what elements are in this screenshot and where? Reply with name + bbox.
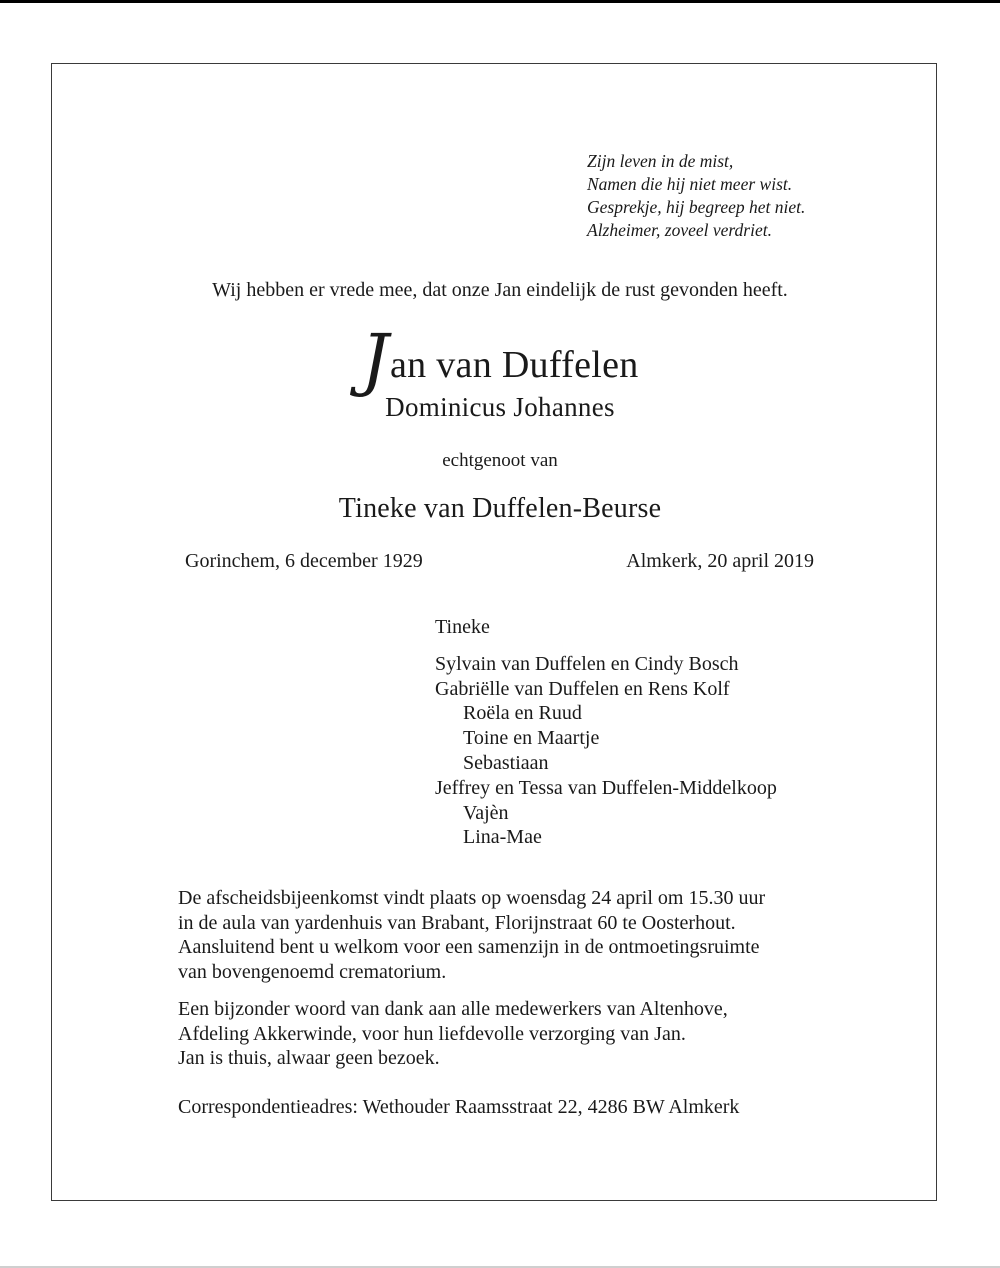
ceremony-line: De afscheidsbijeenkomst vindt plaats op woensdag 24 april om 15.30 uur <box>178 887 766 909</box>
thanks-line: Jan is thuis, alwaar geen bezoek. <box>178 1047 440 1069</box>
ceremony-paragraph <box>178 886 765 984</box>
poem-line: Namen die hij niet meer wist. <box>587 174 793 194</box>
ceremony-line: Aansluitend bent u welkom voor een samenzijn in de ontmoetingsruimte <box>178 936 760 958</box>
poem-line: Alzheimer, zoveel verdriet. <box>587 220 772 240</box>
correspondence-address: Correspondentieadres: Wethouder Raamsstraat 22, 4286 BW Almkerk <box>178 1096 740 1118</box>
poem <box>587 150 805 242</box>
family-list <box>435 615 777 850</box>
family-member: Jeffrey en Tessa van Duffelen-Middelkoop <box>435 776 777 799</box>
name-initial: J <box>361 321 389 400</box>
top-edge <box>0 0 1000 3</box>
spouse-name: Tineke van Duffelen-Beurse <box>338 493 662 524</box>
ceremony-and-thanks <box>178 886 765 1084</box>
deceased-name <box>0 321 1000 400</box>
poem-line: Gesprekje, hij begreep het niet. <box>587 197 806 217</box>
thanks-line: Afdeling Akkerwinde, voor hun liefdevolle verzorging van Jan. <box>178 1022 686 1045</box>
family-spouse: Tineke <box>435 616 490 638</box>
thanks-line: Een bijzonder woord van dank aan alle medewerkers van Altenhove, <box>178 998 728 1020</box>
family-grandchild: Sebastiaan <box>463 751 549 774</box>
ceremony-line: in de aula van yardenhuis van Brabant, Florijnstraat 60 te Oosterhout. <box>178 911 736 934</box>
given-names: Dominicus Johannes <box>385 392 615 422</box>
intro-text: Wij hebben er vrede mee, dat onze Jan eindelijk de rust gevonden heeft. <box>212 279 788 301</box>
family-member: Gabriëlle van Duffelen en Rens Kolf <box>435 677 730 700</box>
family-grandchild: Vajèn <box>463 801 509 824</box>
ceremony-line: van bovengenoemd crematorium. <box>178 960 447 983</box>
birth-place-date: Gorinchem, 6 december 1929 <box>185 550 423 572</box>
death-place-date: Almkerk, 20 april 2019 <box>626 550 814 572</box>
family-member: Sylvain van Duffelen en Cindy Bosch <box>435 652 739 675</box>
poem-line: Zijn leven in de mist, <box>587 151 734 171</box>
thanks-paragraph <box>178 997 765 1071</box>
spouse-label: echtgenoot van <box>442 450 558 471</box>
family-grandchild: Toine en Maartje <box>463 727 600 750</box>
name-rest: an van Duffelen <box>389 344 639 386</box>
family-grandchild: Lina-Mae <box>463 826 542 849</box>
family-grandchild: Roëla en Ruud <box>463 702 582 725</box>
